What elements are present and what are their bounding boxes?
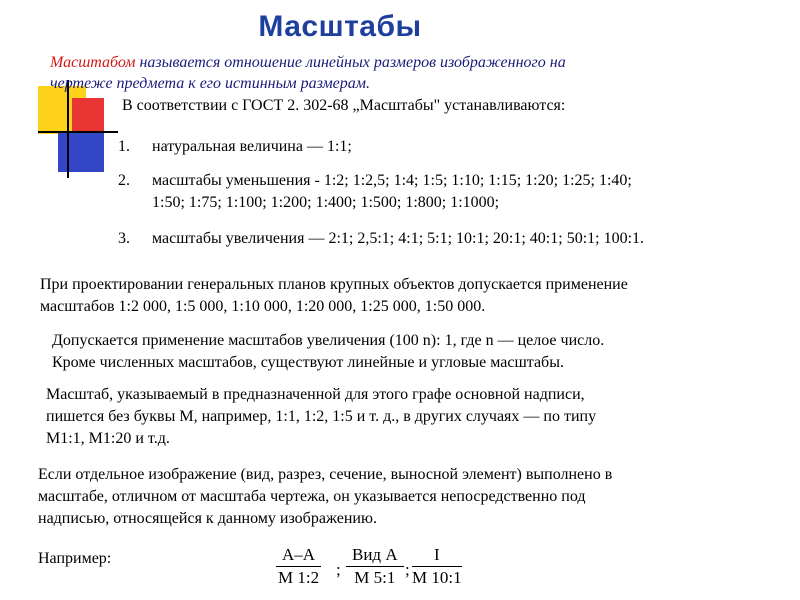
- list-item-text-cont: 1:50; 1:75; 1:100; 1:200; 1:400; 1:500; 1:800; 1:1000;: [152, 194, 500, 211]
- stamp-paragraph: [46, 384, 596, 450]
- example-top: Вид А: [346, 545, 404, 567]
- deco-blue-square: [58, 132, 104, 172]
- example-separator: ;: [405, 560, 410, 579]
- deco-vertical-line: [67, 80, 69, 178]
- example-label: Например:: [38, 550, 112, 567]
- gost-intro: В соответствии с ГОСТ 2. 302-68 „Масштабы" устанавливаются:: [122, 97, 566, 114]
- example-bottom: М 5:1: [354, 568, 396, 587]
- list-item-number: 1.: [118, 138, 130, 155]
- example-top: I: [412, 545, 462, 567]
- paragraph-line: При проектировании генеральных планов крупных объектов допускается применение: [40, 276, 628, 293]
- paragraph-line: Кроме численных масштабов, существуют линейные и угловые масштабы.: [52, 354, 564, 371]
- paragraph-line: Масштаб, указываемый в предназначенной для этого графе основной надписи,: [46, 386, 585, 403]
- list-item-number: 2.: [118, 172, 130, 189]
- example-bottom: М 1:2: [277, 568, 320, 587]
- page-title: Масштабы: [258, 10, 422, 43]
- example-separator: ;: [336, 560, 341, 579]
- paragraph-line: пишется без буквы М, например, 1:1, 1:2, 1:5 и т. д., в других случаях — по типу: [46, 408, 597, 425]
- list-item-text: масштабы увеличения — 2:1; 2,5:1; 4:1; 5:1; 10:1; 20:1; 40:1; 50:1; 100:1.: [152, 230, 645, 247]
- paragraph-line: масштабе, отличном от масштаба чертежа, он указывается непосредственно под: [38, 488, 586, 505]
- example-view-label: [346, 545, 404, 588]
- definition-term: Масштабом: [50, 54, 136, 71]
- deco-horizontal-line: [38, 131, 118, 133]
- paragraph-line: Если отдельное изображение (вид, разрез, сечение, выносной элемент) выполнено в: [38, 466, 613, 483]
- definition-text: [50, 52, 750, 94]
- paragraph-line: надписью, относящейся к данному изображению.: [38, 510, 377, 527]
- separate-image-paragraph: [38, 464, 612, 530]
- deco-red-square: [72, 98, 104, 132]
- definition-line2: чертеже предмета к его истинным размерам.: [50, 75, 370, 92]
- general-plans-paragraph: [40, 274, 628, 318]
- paragraph-line: М1:1, М1:20 и т.д.: [46, 430, 170, 447]
- example-section-label: [276, 545, 321, 588]
- definition-rest-line1: называется отношение линейных размеров изображенного на: [135, 54, 566, 71]
- example-bottom: М 10:1: [412, 568, 462, 587]
- example-element-label: [412, 545, 462, 588]
- paragraph-line: Допускается применение масштабов увеличения (100 n): 1, где n — целое число.: [52, 332, 605, 349]
- list-item-text: натуральная величина — 1:1;: [152, 138, 352, 155]
- example-top: А–А: [276, 545, 321, 567]
- enlarge-paragraph: [52, 330, 604, 374]
- list-item-number: 3.: [118, 230, 130, 247]
- list-item-text: масштабы уменьшения - 1:2; 1:2,5; 1:4; 1:5; 1:10; 1:15; 1:20; 1:25; 1:40;: [152, 172, 632, 189]
- paragraph-line: масштабов 1:2 000, 1:5 000, 1:10 000, 1:20 000, 1:25 000, 1:50 000.: [40, 298, 486, 315]
